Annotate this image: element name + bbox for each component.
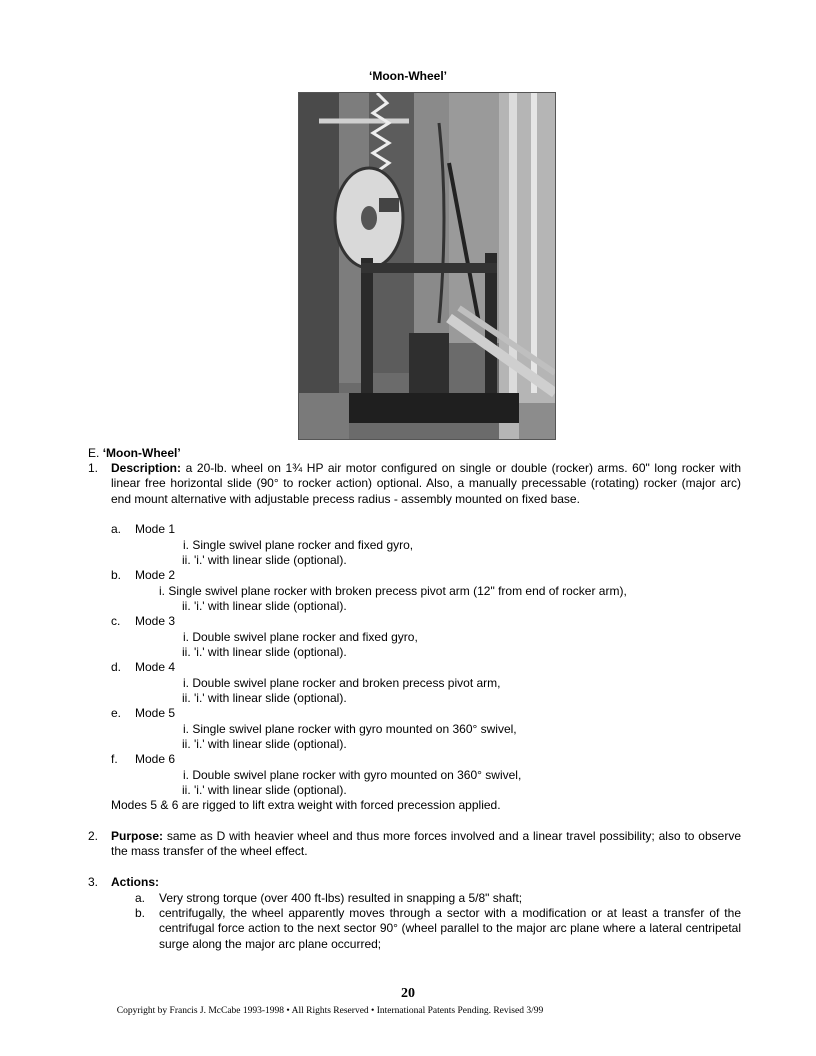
- action-a-letter: a.: [135, 891, 146, 905]
- mode-6-name: Mode 6: [135, 752, 176, 766]
- description-label: Description:: [111, 461, 182, 475]
- mode-3-ii: ii. 'i.' with linear slide (optional).: [182, 645, 347, 659]
- mode-3-name: Mode 3: [135, 614, 176, 628]
- mode-2-ii: ii. 'i.' with linear slide (optional).: [182, 599, 347, 613]
- mode-1-ii: ii. 'i.' with linear slide (optional).: [182, 553, 347, 567]
- purpose-text: same as D with heavier wheel and thus more forces involved and a linear travel possibility; also to observe the mass transfer of the wheel effect.: [111, 829, 741, 859]
- mode-4-letter: d.: [111, 660, 122, 674]
- actions-label: Actions:: [111, 875, 159, 889]
- mode-6-letter: f.: [111, 752, 118, 766]
- mode-5-name: Mode 5: [135, 706, 176, 720]
- section-heading: [88, 446, 181, 461]
- copyright-footer: Copyright by Francis J. McCabe 1993-1998 • All Rights Reserved • International Patents Pending. Revised 3/99: [116, 1006, 544, 1016]
- action-b-text: centrifugally, the wheel apparently moves through a sector with a modification or at least a transfer of the centrifugal force action to the next sector 90° (wheel parallel to the major arc plane where a lateral centripetal surge along the major arc plane occurred;: [159, 906, 741, 951]
- mode-2-i: i. Single swivel plane rocker with broken precess pivot arm (12" from end of rocker arm),: [159, 584, 627, 598]
- page-title: ‘Moon-Wheel’: [369, 69, 447, 83]
- mode-3-letter: c.: [111, 614, 121, 628]
- item-2-purpose: [111, 829, 741, 860]
- mode-5-letter: e.: [111, 706, 122, 720]
- mode-1-i: i. Single swivel plane rocker and fixed gyro,: [183, 538, 414, 552]
- section-title: ‘Moon-Wheel’: [102, 446, 181, 460]
- page-number: 20: [401, 986, 415, 1001]
- action-b-letter: b.: [135, 906, 146, 920]
- item-2-number: 2.: [88, 829, 99, 843]
- moon-wheel-photo: [298, 92, 556, 440]
- mode-5-i: i. Single swivel plane rocker with gyro mounted on 360° swivel,: [183, 722, 517, 736]
- mode-2-letter: b.: [111, 568, 122, 582]
- mode-4-ii: ii. 'i.' with linear slide (optional).: [182, 691, 347, 705]
- mode-4-name: Mode 4: [135, 660, 176, 674]
- mode-5-ii: ii. 'i.' with linear slide (optional).: [182, 737, 347, 751]
- item-1-description: [111, 461, 741, 507]
- mode-1-letter: a.: [111, 522, 122, 536]
- mode-6-i: i. Double swivel plane rocker with gyro mounted on 360° swivel,: [183, 768, 522, 782]
- mode-2-name: Mode 2: [135, 568, 176, 582]
- mode-6-ii: ii. 'i.' with linear slide (optional).: [182, 783, 347, 797]
- purpose-label: Purpose:: [111, 829, 164, 843]
- mode-4-i: i. Double swivel plane rocker and broken precess pivot arm,: [183, 676, 501, 690]
- mode-1-name: Mode 1: [135, 522, 176, 536]
- action-a-text: Very strong torque (over 400 ft-lbs) resulted in snapping a 5/8" shaft;: [159, 891, 523, 905]
- mode-3-i: i. Double swivel plane rocker and fixed gyro,: [183, 630, 418, 644]
- modes-note: Modes 5 & 6 are rigged to lift extra weight with forced precession applied.: [111, 798, 501, 812]
- description-text: a 20-lb. wheel on 1¾ HP air motor configured on single or double (rocker) arms. 60" long rocker with linear free horizontal slide (90° to rocker action) optional. Also, a manually precessable (rotating) rocker (major arc) end mount alternative with adjustable precess radius - assembly mounted on fixed base.: [111, 461, 741, 506]
- item-1-number: 1.: [88, 461, 99, 475]
- section-letter: E.: [88, 446, 100, 460]
- item-3-number: 3.: [88, 875, 99, 889]
